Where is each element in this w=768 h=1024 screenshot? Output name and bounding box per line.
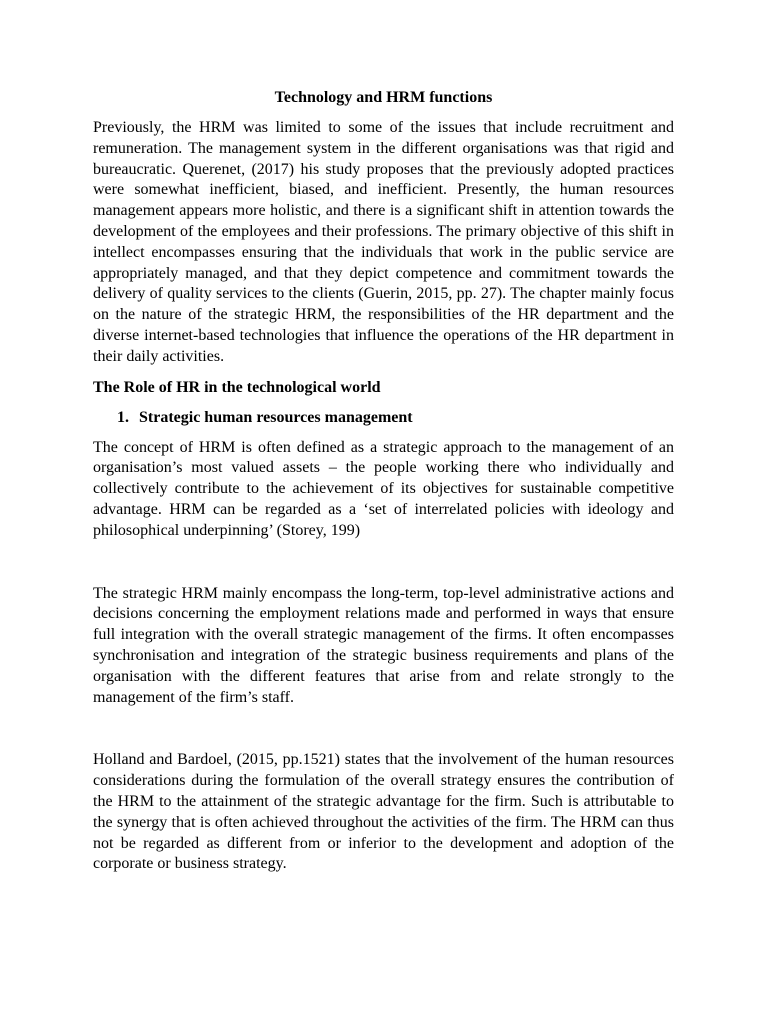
subsection-number: 1. (117, 408, 129, 426)
subsection-heading (93, 408, 674, 428)
paragraph-gap (93, 718, 674, 750)
section-heading: The Role of HR in the technological world (93, 378, 381, 396)
document-title: Technology and HRM functions (274, 89, 493, 106)
intro-paragraph: Previously, the HRM was limited to some of the issues that include recruitment and remuneration. The management system in the different organisations was that rigid and bureaucratic. Querenet, (2017) his study proposes that the previously adopted practices were somewhat inefficient, biased, and inefficient. Presently, the human resources management appears more holistic, and there is a significant shift in attention towards the development of the employees and their professions. The primary objective of this shift in intellect encompasses ensuring that the individuals that work in the public service are appropriately managed, and that they depict competence and commitment towards the delivery of quality services to the clients (Guerin, 2015, pp. 27). The chapter mainly focus on the nature of the strategic HRM, the responsibilities of the HR department and the diverse internet-based technologies that influence the operations of the HR department in their daily activities. (93, 119, 674, 365)
body-paragraph: The concept of HRM is often defined as a strategic approach to the management of an organisation’s most valued assets – the people working there who individually and collectively contribute to the achievement of its objectives for sustainable competitive advantage. HRM can be regarded as a ‘set of interrelated policies with ideology and philosophical underpinning’ (Storey, 199) (93, 438, 674, 539)
body-paragraph: Holland and Bardoel, (2015, pp.1521) states that the involvement of the human resources considerations during the formulation of the overall strategy ensures the contribution of the HRM to the attainment of the strategic advantage for the firm. Such is attributable to the synergy that is often achieved throughout the activities of the firm. The HRM can thus not be regarded as different from or inferior to the development and adoption of the corporate or business strategy. (93, 751, 674, 873)
body-paragraph: The strategic HRM mainly encompass the long-term, top-level administrative actions and decisions concerning the employment relations made and performed in ways that ensure full integration with the overall strategic management of the firms. It often encompasses synchronisation and integration of the strategic business requirements and plans of the organisation with the different features that arise from and relate strongly to the management of the firm’s staff. (93, 584, 674, 706)
document-page (93, 88, 674, 885)
paragraph-gap (93, 552, 674, 584)
subsection-title: Strategic human resources management (139, 408, 413, 426)
